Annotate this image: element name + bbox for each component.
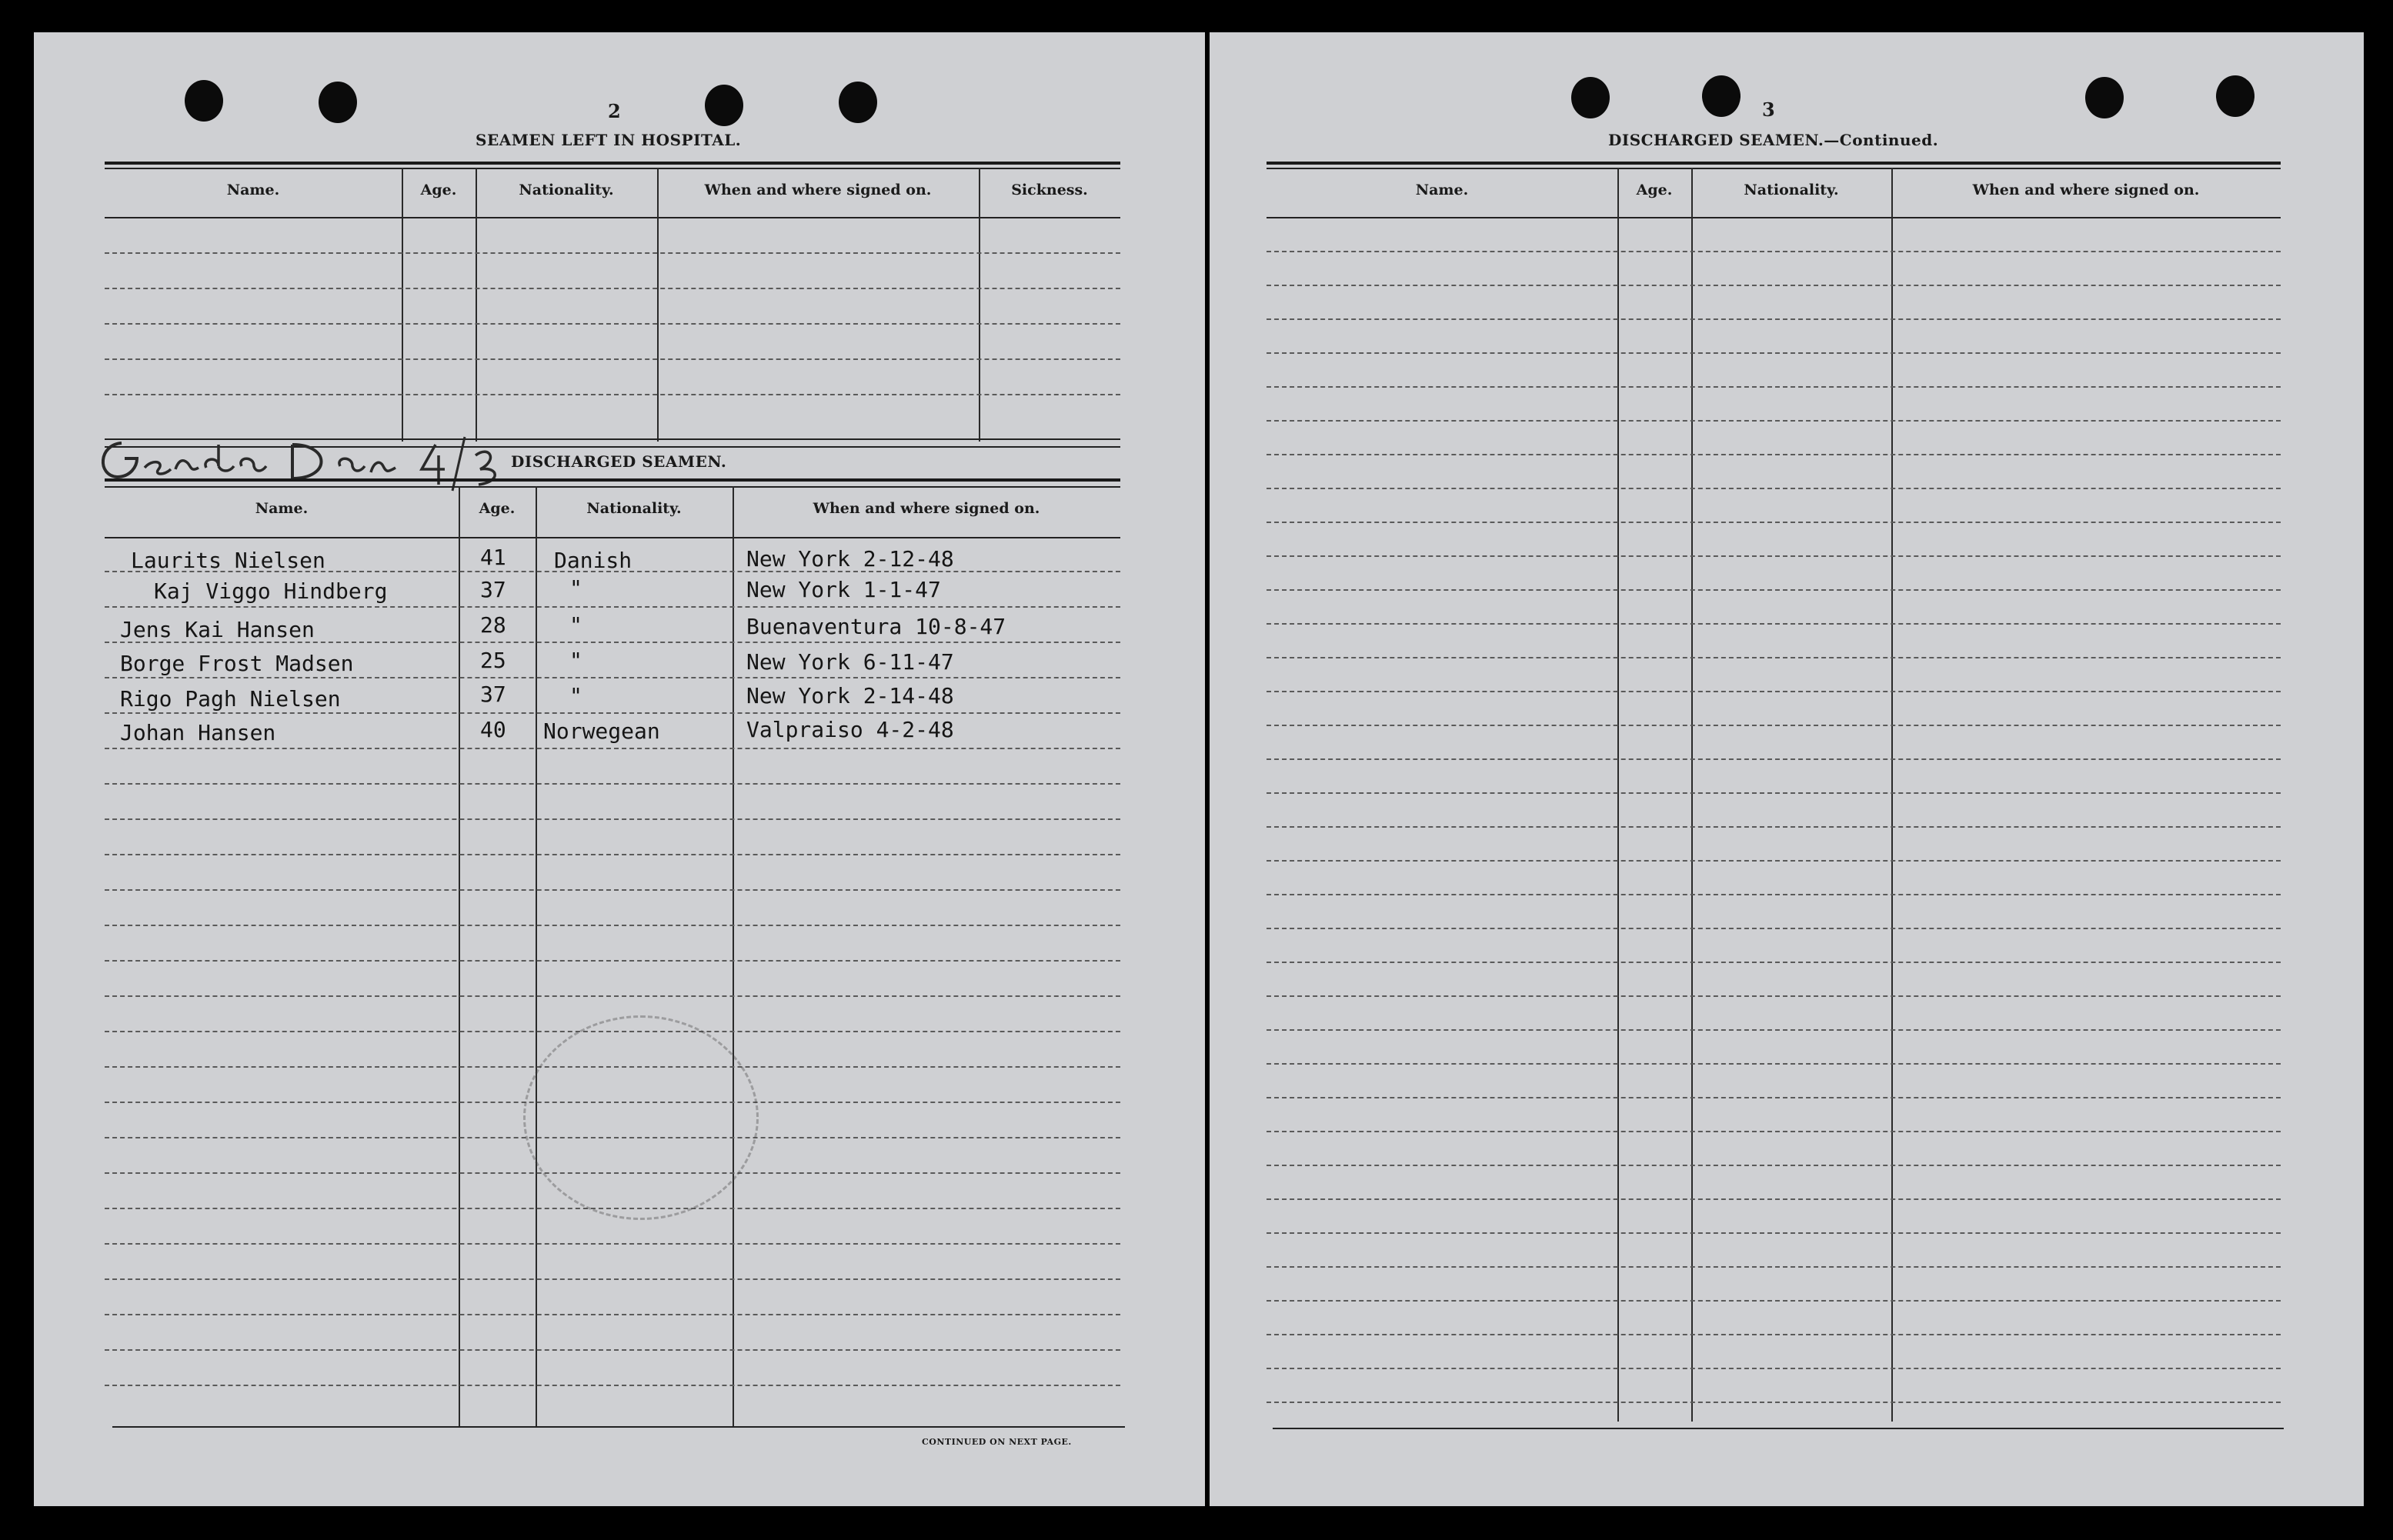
column-header-nationality: Nationality. [519,182,614,198]
row-line [105,925,1120,926]
row-line [1267,352,2281,354]
rule [105,537,1120,538]
continued-note: CONTINUED ON NEXT PAGE. [922,1437,1072,1447]
table-cell-age: 41 [480,545,506,570]
punch-hole [1702,75,1741,117]
table-cell-signed-on: New York 2-12-48 [746,546,954,572]
table-cell-nationality: Danish [554,548,632,573]
punch-hole [2216,75,2254,117]
column-header-name: Name. [255,500,309,517]
row-line [105,712,1120,714]
column-header-sickness: Sickness. [1011,182,1088,198]
column-divider [459,486,460,1426]
table-cell-signed-on: Valpraiso 4-2-48 [746,717,954,742]
row-line [1267,285,2281,286]
table-cell-signed-on: New York 1-1-47 [746,577,941,602]
table-cell-name: Kaj Viggo Hindberg [154,578,388,604]
column-header-age: Age. [479,500,516,517]
row-line [105,783,1120,785]
table-cell-signed-on: New York 2-14-48 [746,683,954,708]
table-cell-nationality: " [569,683,582,708]
rule [1267,217,2281,218]
row-line [105,358,1120,360]
row-line [1267,995,2281,997]
column-divider [657,168,659,442]
row-line [1267,1368,2281,1369]
row-line [105,818,1120,820]
rule [105,478,1120,482]
row-line [1267,657,2281,658]
column-header-signed-on: When and where signed on. [1972,182,2200,198]
column-divider [979,168,980,442]
column-header-signed-on: When and where signed on. [704,182,932,198]
table-cell-name: Borge Frost Madsen [120,651,354,676]
row-line [1267,792,2281,794]
punch-hole [1571,77,1610,118]
punch-hole [185,80,223,122]
table-cell-name: Laurits Nielsen [131,548,325,573]
column-divider [536,486,537,1426]
page-number-right: 3 [1762,98,1775,121]
column-divider [402,168,403,442]
row-line [105,288,1120,289]
table-cell-age: 37 [480,577,506,602]
row-line [1267,1402,2281,1403]
column-header-nationality: Nationality. [1744,182,1839,198]
table-cell-age: 28 [480,612,506,638]
column-header-age: Age. [1636,182,1673,198]
row-line [1267,318,2281,320]
rule [105,486,1120,488]
row-line [105,1243,1120,1245]
row-line [1267,1300,2281,1302]
row-line [1267,623,2281,625]
row-line [1267,894,2281,895]
row-line [105,252,1120,254]
row-line [1267,386,2281,388]
table-cell-signed-on: New York 6-11-47 [746,649,954,675]
row-line [1267,826,2281,828]
row-line [1267,1232,2281,1234]
right-page [1210,32,2364,1506]
table-cell-name: Rigo Pagh Nielsen [120,686,341,712]
row-line [1267,1165,2281,1166]
column-divider [733,486,734,1426]
row-line [105,1385,1120,1386]
rule [1273,1428,2284,1429]
hospital-section-title: SEAMEN LEFT IN HOSPITAL. [476,131,742,149]
rule [105,162,1120,165]
row-line [1267,691,2281,692]
row-line [1267,1334,2281,1335]
punch-hole [705,85,743,126]
row-line [1267,1029,2281,1031]
table-cell-age: 40 [480,717,506,742]
table-cell-name: Jens Kai Hansen [120,617,315,642]
column-header-name: Name. [1415,182,1469,198]
row-line [105,854,1120,855]
column-divider [476,168,477,442]
table-cell-nationality: Norwegean [543,718,660,744]
rule [105,168,1120,169]
row-line [105,1278,1120,1280]
rule [112,1426,1125,1428]
table-cell-nationality: " [569,612,582,638]
rule [1267,162,2281,165]
row-line [1267,758,2281,760]
row-line [1267,488,2281,489]
row-line [105,1314,1120,1315]
row-line [1267,928,2281,929]
row-line [1267,1198,2281,1200]
table-cell-age: 25 [480,648,506,673]
row-line [1267,251,2281,252]
punch-hole [2085,77,2124,118]
row-line [1267,725,2281,726]
column-header-name: Name. [226,182,280,198]
faint-stamp [523,1015,759,1220]
row-line [105,889,1120,891]
punch-hole [319,82,357,123]
table-cell-signed-on: Buenaventura 10-8-47 [746,614,1006,639]
row-line [105,995,1120,997]
table-cell-nationality: " [569,648,582,673]
row-line [1267,860,2281,862]
row-line [1267,555,2281,557]
row-line [105,323,1120,325]
column-header-nationality: Nationality. [586,500,682,517]
table-cell-age: 37 [480,682,506,707]
row-line [105,748,1120,749]
page-number-left: 2 [608,100,621,122]
row-line [105,394,1120,395]
row-line [105,1349,1120,1351]
table-cell-name: Johan Hansen [120,720,276,745]
row-line [1267,1266,2281,1268]
row-line [1267,1063,2281,1065]
column-header-signed-on: When and where signed on. [813,500,1040,517]
row-line [1267,962,2281,963]
rule [105,217,1120,218]
row-line [1267,522,2281,523]
row-line [105,606,1120,608]
row-line [105,960,1120,962]
rule [1267,168,2281,169]
row-line [1267,454,2281,455]
column-header-age: Age. [420,182,457,198]
row-line [1267,1131,2281,1132]
row-line [1267,1097,2281,1098]
punch-hole [839,82,877,123]
right-page-title: DISCHARGED SEAMEN.—Continued. [1608,131,1939,149]
table-cell-nationality: " [569,575,582,601]
row-line [105,677,1120,678]
discharged-section-title: DISCHARGED SEAMEN. [511,452,727,471]
row-line [1267,420,2281,422]
row-line [1267,589,2281,591]
